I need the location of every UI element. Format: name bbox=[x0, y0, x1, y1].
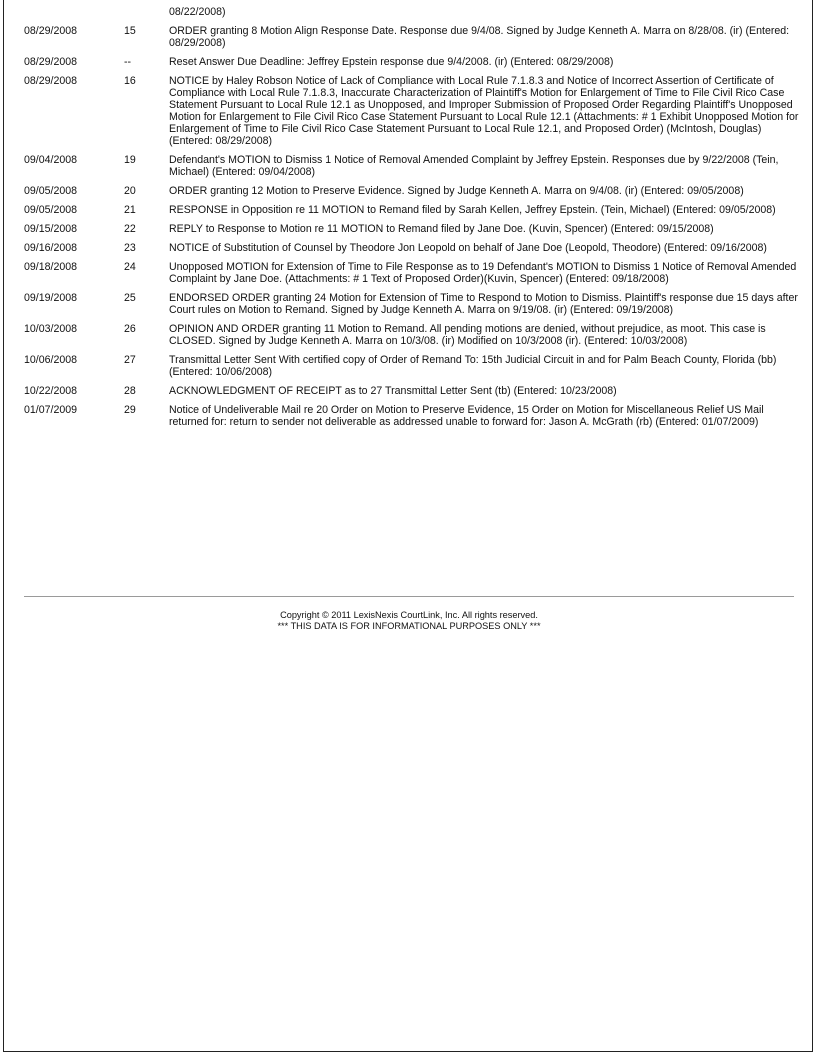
disclaimer-notice: *** THIS DATA IS FOR INFORMATIONAL PURPOSES ONLY *** bbox=[277, 621, 541, 631]
footer-divider bbox=[24, 596, 794, 597]
page-frame bbox=[3, 0, 813, 1052]
entry-number: 22 bbox=[124, 223, 136, 235]
docket-entry bbox=[4, 385, 814, 397]
docket-entry bbox=[4, 323, 814, 347]
docket-entry bbox=[4, 242, 814, 254]
continuation-text: 08/22/2008) bbox=[169, 6, 226, 18]
entry-description: Transmittal Letter Sent With certified copy of Order of Remand To: 15th Judicial Circuit in and for Palm Beach County, Florida (bb) (Entered: 10/06/2008) bbox=[169, 354, 777, 378]
entry-number: 27 bbox=[124, 354, 136, 366]
entry-date: 08/29/2008 bbox=[24, 75, 78, 87]
entry-date: 09/15/2008 bbox=[24, 223, 78, 235]
entry-number: 16 bbox=[124, 75, 136, 87]
entry-description: ORDER granting 8 Motion Align Response Date. Response due 9/4/08. Signed by Judge Kenneth A. Marra on 8/28/08. (ir) (Entered: 08/29/2008) bbox=[169, 25, 790, 49]
entry-date: 09/19/2008 bbox=[24, 292, 78, 304]
docket-entry bbox=[4, 354, 814, 378]
entry-number: 19 bbox=[124, 154, 136, 166]
entry-description: REPLY to Response to Motion re 11 MOTION to Remand filed by Jane Doe. (Kuvin, Spencer) (Entered: 09/15/2008) bbox=[169, 223, 714, 235]
entry-date: 08/29/2008 bbox=[24, 56, 78, 68]
entry-date: 09/05/2008 bbox=[24, 204, 78, 216]
entry-date: 10/03/2008 bbox=[24, 323, 78, 335]
docket-entry bbox=[4, 204, 814, 216]
entry-number: 29 bbox=[124, 404, 136, 416]
entry-description: ACKNOWLEDGMENT OF RECEIPT as to 27 Transmittal Letter Sent (tb) (Entered: 10/23/2008) bbox=[169, 385, 617, 397]
entry-description: RESPONSE in Opposition re 11 MOTION to Remand filed by Sarah Kellen, Jeffrey Epstein. (Tein, Michael) (Entered: 09/05/2008) bbox=[169, 204, 776, 216]
entry-description: NOTICE by Haley Robson Notice of Lack of Compliance with Local Rule 7.1.8.3 and Notice of Incorrect Assertion of Certificate of Compliance with Local Rule 7.1.8.3, Inaccurate Characterization of Plaintiff's Motion for Enlargement of Time to File Civil Rico Case Statement Pursuant to Local Rule 12.1 as Unopposed, and Improper Submission of Proposed Order Regarding Plaintiff's Unopposed Motion for Enlargement to File Civil Rico Case Statement Pursuant to Local Rule 12.1 (Attachments: # 1 Exhibit Unopposed Motion for Enlargement of Time to File Civil Rico Case Statement Pursuant to Local Rule 12.1, and Proposed Order) (McIntosh, Douglas) (Entered: 08/29/2008) bbox=[169, 75, 799, 147]
copyright-notice: Copyright © 2011 LexisNexis CourtLink, Inc. All rights reserved. bbox=[280, 610, 538, 620]
docket-entry bbox=[4, 404, 814, 428]
docket-entry bbox=[4, 154, 814, 178]
docket-table bbox=[4, 6, 814, 435]
docket-entry bbox=[4, 292, 814, 316]
entry-date: 10/06/2008 bbox=[24, 354, 78, 366]
entry-description: NOTICE of Substitution of Counsel by Theodore Jon Leopold on behalf of Jane Doe (Leopold, Theodore) (Entered: 09/16/2008) bbox=[169, 242, 767, 254]
entry-number: 20 bbox=[124, 185, 136, 197]
docket-entry bbox=[4, 261, 814, 285]
entry-number: 28 bbox=[124, 385, 136, 397]
entry-date: 09/16/2008 bbox=[24, 242, 78, 254]
entry-date: 09/18/2008 bbox=[24, 261, 78, 273]
entry-description: Reset Answer Due Deadline: Jeffrey Epstein response due 9/4/2008. (ir) (Entered: 08/29/2008) bbox=[169, 56, 614, 68]
entry-number: -- bbox=[124, 56, 132, 68]
docket-entry bbox=[4, 25, 814, 49]
docket-continuation-row bbox=[4, 6, 814, 18]
entry-description: Unopposed MOTION for Extension of Time to File Response as to 19 Defendant's MOTION to Dismiss 1 Notice of Removal Amended Complaint by Jane Doe. (Attachments: # 1 Text of Proposed Order)(Kuvin, Spencer) (Entered: 09/18/2008) bbox=[169, 261, 797, 285]
entry-date: 08/29/2008 bbox=[24, 25, 78, 37]
entry-number: 23 bbox=[124, 242, 136, 254]
page-footer bbox=[4, 610, 814, 632]
docket-entry bbox=[4, 56, 814, 68]
entry-description: ENDORSED ORDER granting 24 Motion for Extension of Time to Respond to Motion to Dismiss. Plaintiff's response due 15 days after Court rules on Motion to Remand. Signed by Judge Kenneth A. Marra on 9/19/08. (ir) (Entered: 09/19/2008) bbox=[169, 292, 798, 316]
entry-date: 10/22/2008 bbox=[24, 385, 78, 397]
entry-number: 15 bbox=[124, 25, 136, 37]
entry-date: 09/05/2008 bbox=[24, 185, 78, 197]
entry-description: ORDER granting 12 Motion to Preserve Evidence. Signed by Judge Kenneth A. Marra on 9/4/08. (ir) (Entered: 09/05/2008) bbox=[169, 185, 744, 197]
docket-entry bbox=[4, 185, 814, 197]
entry-number: 26 bbox=[124, 323, 136, 335]
entry-number: 21 bbox=[124, 204, 136, 216]
docket-entry bbox=[4, 75, 814, 147]
docket-entry bbox=[4, 223, 814, 235]
entry-description: Notice of Undeliverable Mail re 20 Order on Motion to Preserve Evidence, 15 Order on Motion for Miscellaneous Relief US Mail returned for: return to sender not deliverable as addressed unable to forward for: Jason A. McGrath (rb) (Entered: 01/07/2009) bbox=[169, 404, 764, 428]
entry-number: 25 bbox=[124, 292, 136, 304]
entry-date: 01/07/2009 bbox=[24, 404, 78, 416]
entry-date: 09/04/2008 bbox=[24, 154, 78, 166]
entry-number: 24 bbox=[124, 261, 136, 273]
entry-description: Defendant's MOTION to Dismiss 1 Notice of Removal Amended Complaint by Jeffrey Epstein. Responses due by 9/22/2008 (Tein, Michael) (Entered: 09/04/2008) bbox=[169, 154, 779, 178]
entry-description: OPINION AND ORDER granting 11 Motion to Remand. All pending motions are denied, without prejudice, as moot. This case is CLOSED. Signed by Judge Kenneth A. Marra on 10/3/08. (ir) Modified on 10/3/2008 (ir). (Entered: 10/03/2008) bbox=[169, 323, 766, 347]
